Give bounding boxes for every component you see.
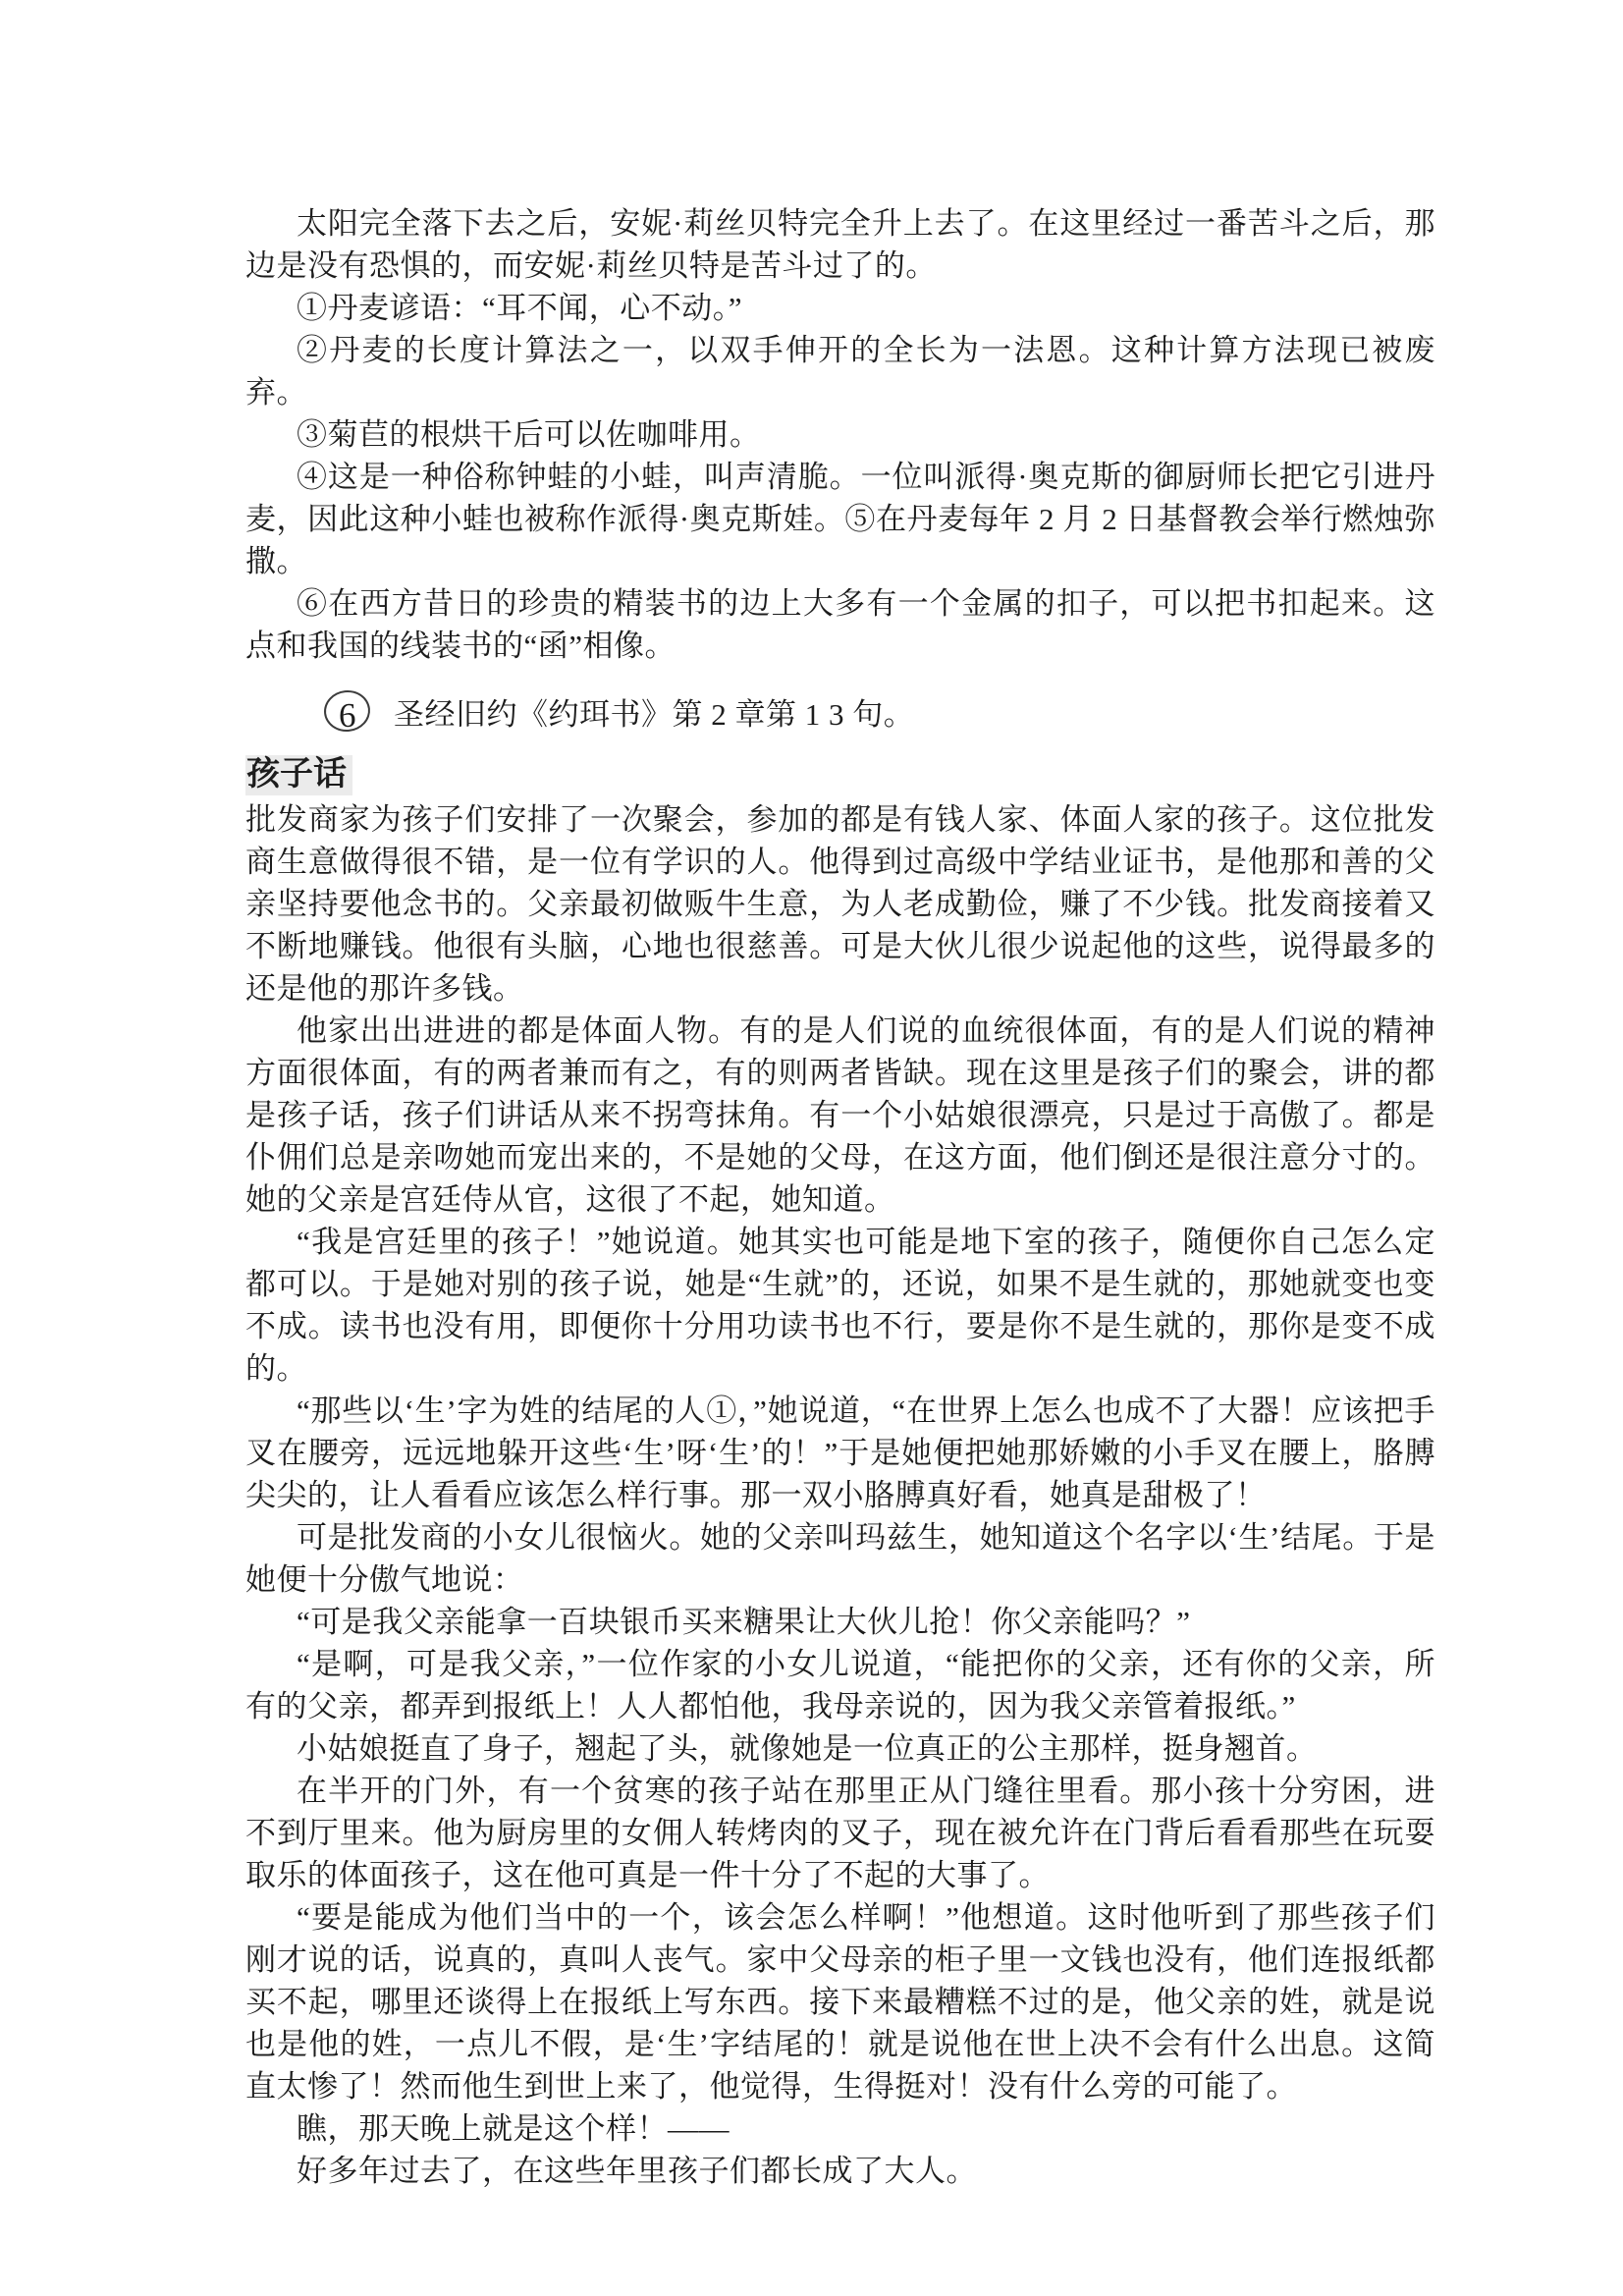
story-paragraph: 批发商家为孩子们安排了一次聚会，参加的都是有钱人家、体面人家的孩子。这位批发商生意做得很不错，是一位有学识的人。他得到过高级中学结业证书，是他那和善的父亲坚持要他念书的。父亲最初做贩牛生意，为人老成勤俭，赚了不少钱。批发商接着又不断地赚钱。他很有头脑，心地也很慈善。可是大伙儿很少说起他的这些，说得最多的还是他的那许多钱。	[245, 802, 1435, 1006]
story-paragraph: “要是能成为他们当中的一个，该会怎么样啊！”他想道。这时他听到了那些孩子们刚才说的话，说真的，真叫人丧气。家中父母亲的柜子里一文钱也没有，他们连报纸都买不起，哪里还谈得上在报纸上写东西。接下来最糟糕不过的是，他父亲的姓，就是说也是他的姓，一点儿不假，是‘生’字结尾的！就是说他在世上决不会有什么出息。这简直太惨了！然而他生到世上来了，他觉得，生得挺对！没有什么旁的可能了。	[245, 1900, 1435, 2104]
footnote-2: ②丹麦的长度计算法之一，以双手伸开的全长为一法恩。这种计算方法现已被废弃。	[245, 333, 1435, 410]
story-paragraph: “可是我父亲能拿一百块银币买来糖果让大伙儿抢！你父亲能吗？”	[297, 1605, 1191, 1639]
circled-number	[322, 688, 372, 735]
story-paragraph: 他家出出进进的都是体面人物。有的是人们说的血统很体面，有的是人们说的精神方面很体面，有的两者兼而有之，有的则两者皆缺。现在这里是孩子们的聚会，讲的都是孩子话，孩子们讲话从来不拐弯抹角。有一个小姑娘很漂亮，只是过于高傲了。都是仆佣们总是亲吻她而宠出来的，不是她的父母，在这方面，他们倒还是很注意分寸的。她的父亲是宫廷侍从官，这很了不起，她知道。	[245, 1013, 1435, 1217]
bible-note-text: 圣经旧约《约珥书》第 2 章第 1 3 句。	[394, 696, 915, 732]
story-paragraph: 瞧，那天晚上就是这个样！——	[297, 2111, 730, 2146]
intro-paragraph: 太阳完全落下去之后，安妮·莉丝贝特完全升上去了。在这里经过一番苦斗之后，那边是没有恐惧的，而安妮·莉丝贝特是苦斗过了的。	[245, 206, 1435, 283]
footnote-4: ④这是一种俗称钟蛙的小蛙，叫声清脆。一位叫派得·奥克斯的御厨师长把它引进丹麦，因此这种小蛙也被称作派得·奥克斯娃。⑤在丹麦每年 2 月 2 日基督教会举行燃烛弥撒。	[245, 460, 1435, 578]
story-paragraph: “那些以‘生’字为姓的结尾的人①，”她说道，“在世界上怎么也成不了大器！应该把手叉在腰旁，远远地躲开这些‘生’呀‘生’的！”于是她便把她那娇嫩的小手叉在腰上，胳膊尖尖的，让人看看应该怎么样行事。那一双小胳膊真好看，她真是甜极了！	[245, 1394, 1435, 1512]
story-title	[245, 753, 1435, 796]
story-paragraph: 可是批发商的小女儿很恼火。她的父亲叫玛兹生，她知道这个名字以‘生’结尾。于是她便十分傲气地说：	[245, 1520, 1435, 1597]
story-paragraph: “是啊，可是我父亲，”一位作家的小女儿说道，“能把你的父亲，还有你的父亲，所有的父亲，都弄到报纸上！人人都怕他，我母亲说的，因为我父亲管着报纸。”	[245, 1647, 1435, 1723]
bible-note	[324, 683, 1435, 739]
story-paragraph: “我是宫廷里的孩子！”她说道。她其实也可能是地下室的孩子，随便你自己怎么定都可以。于是她对别的孩子说，她是“生就”的，还说，如果不是生就的，那她就变也变不成。读书也没有用，即便你十分用功读书也不行，要是你不是生就的，那你是变不成的。	[245, 1225, 1435, 1386]
footnote-1: ①丹麦谚语：“耳不闻，心不动。”	[297, 291, 743, 325]
footnote-5: ⑥在西方昔日的珍贵的精装书的边上大多有一个金属的扣子，可以把书扣起来。这点和我国的线装书的“函”相像。	[245, 586, 1435, 663]
story-title-text: 孩子话	[245, 755, 352, 795]
story-paragraph: 小姑娘挺直了身子，翘起了头，就像她是一位真正的公主那样，挺身翘首。	[297, 1731, 1318, 1766]
story-paragraph: 在半开的门外，有一个贫寒的孩子站在那里正从门缝往里看。那小孩十分穷困，进不到厅里来。他为厨房里的女佣人转烤肉的叉子，现在被允许在门背后看看那些在玩耍取乐的体面孩子，这在他可真是一件十分了不起的大事了。	[245, 1774, 1435, 1892]
text-block	[245, 202, 1435, 2192]
footnote-3: ③菊苣的根烘干后可以佐咖啡用。	[297, 417, 761, 452]
circled-number-digit: 6	[338, 696, 356, 735]
story-paragraph: 好多年过去了，在这些年里孩子们都长成了大人。	[297, 2154, 977, 2188]
